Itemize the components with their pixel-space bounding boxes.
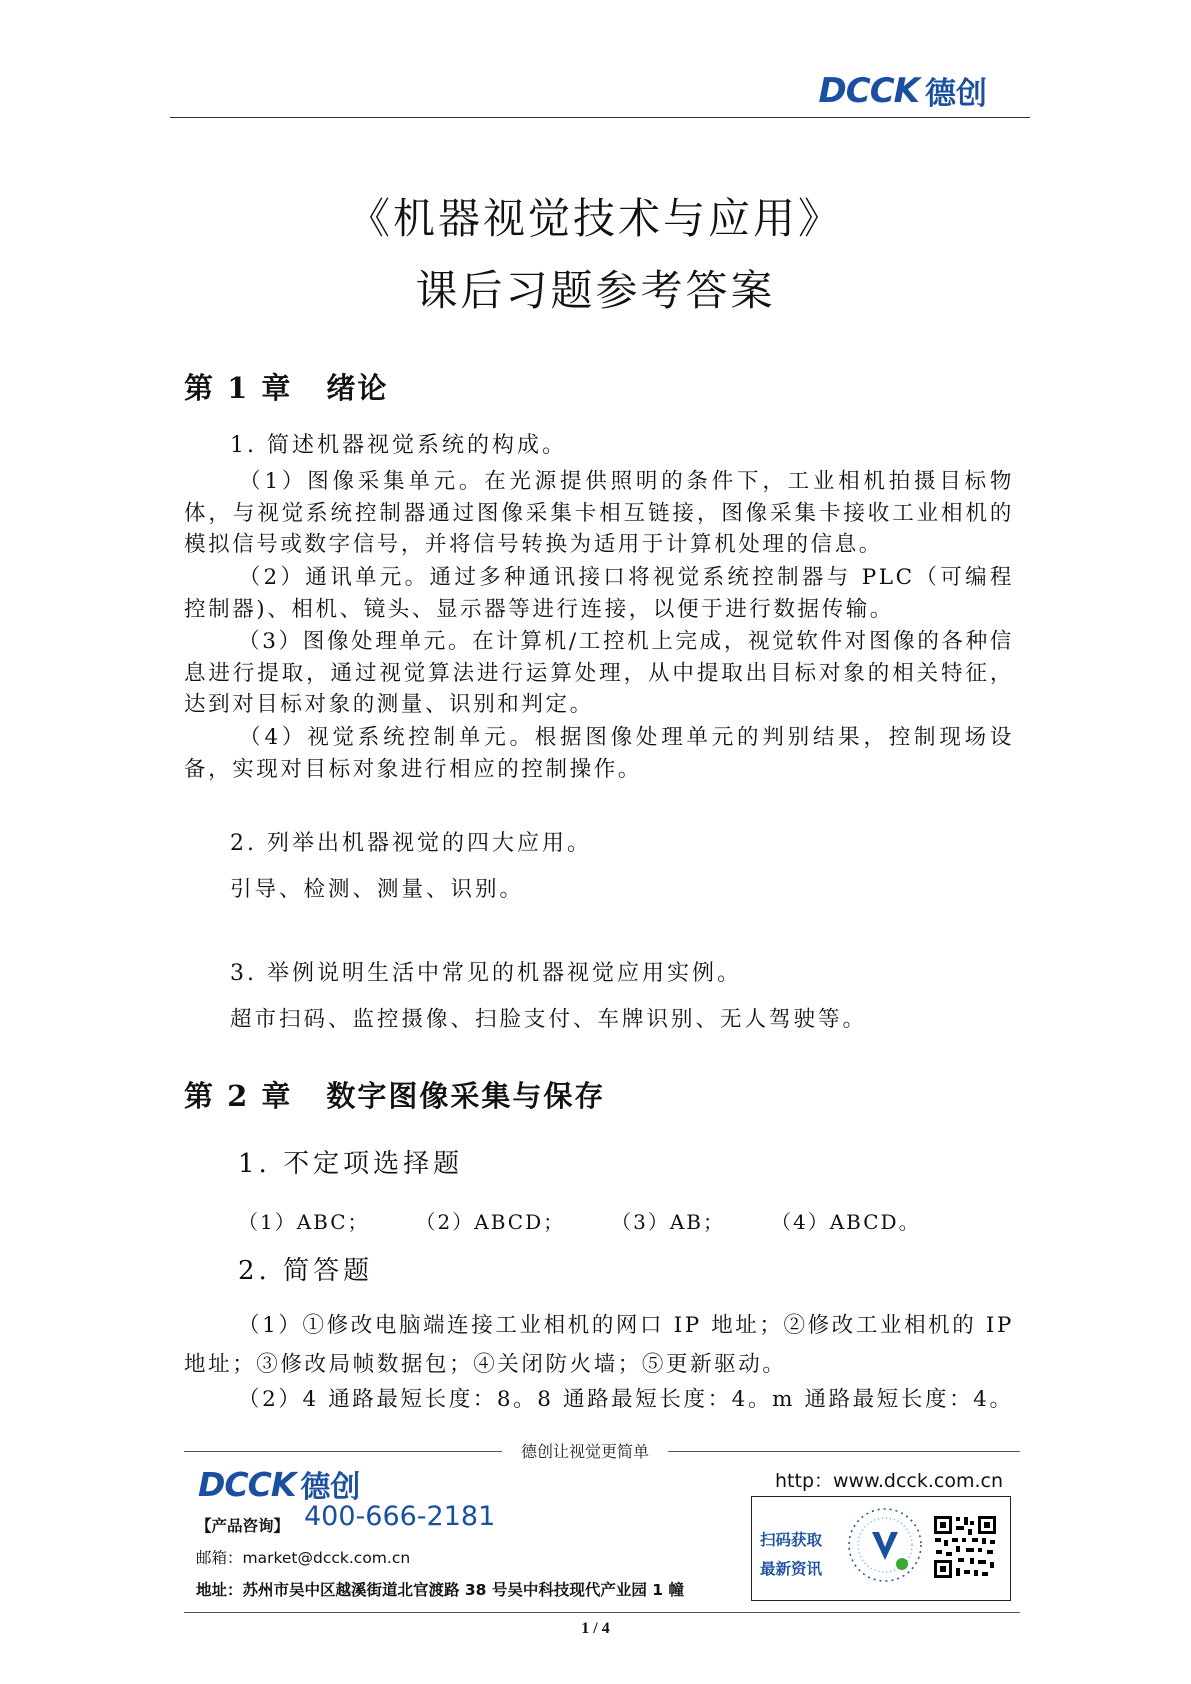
chapter-name: 数字图像采集与保存: [326, 1079, 606, 1113]
choice-answers: [238, 1206, 921, 1235]
chapter-number: 第 2 章: [184, 1079, 293, 1113]
chapter-1-heading: [184, 366, 388, 407]
choice-answer: （3）AB；: [611, 1210, 725, 1234]
question-1: 1. 简述机器视觉系统的构成。: [230, 433, 567, 458]
answer-paragraph-4: （4）视觉系统控制单元。根据图像处理单元的判别结果，控制现场设备，实现对目标对象进行相应的控制操作。: [184, 725, 1014, 782]
answer-3: 超市扫码、监控摄像、扫脸支付、车牌识别、无人驾驶等。: [230, 1007, 868, 1032]
doc-title: 《机器视觉技术与应用》: [347, 194, 843, 243]
logo-text: DCCK: [198, 1464, 296, 1504]
footer-slogan: 德创让视觉更简单: [520, 1442, 649, 1461]
dcck-badge-icon: [846, 1506, 924, 1584]
answer-2: 引导、检测、测量、识别。: [230, 877, 525, 902]
email: 邮箱：market@dcck.com.cn: [196, 1549, 411, 1567]
chapter-2-heading: [184, 1074, 605, 1115]
doc-subtitle: 课后习题参考答案: [415, 266, 776, 315]
footer-divider-right: [668, 1451, 1020, 1452]
scan-prompt: 扫码获取 最新资讯: [760, 1531, 823, 1578]
website-url: http：www.dcck.com.cn: [775, 1470, 1004, 1492]
footer-divider-left: [184, 1451, 502, 1452]
footer-logo: [198, 1462, 360, 1506]
choice-answer: （1）ABC；: [238, 1210, 370, 1234]
choice-answer: （2）ABCD；: [415, 1210, 566, 1234]
footer-bottom-divider: [184, 1612, 1020, 1613]
qr-code-icon: [932, 1514, 998, 1580]
header-logo: [819, 68, 987, 113]
logo-chinese: 德创: [925, 76, 987, 112]
question-multiple-choice: 1. 不定项选择题: [238, 1149, 464, 1179]
question-short-answer: 2. 简答题: [238, 1256, 374, 1286]
address: 地址：苏州市吴中区越溪街道北官渡路 38 号吴中科技现代产业园 1 幢: [196, 1581, 684, 1599]
question-3: 3. 举例说明生活中常见的机器视觉应用实例。: [230, 961, 742, 986]
short-answer-1: （1）①修改电脑端连接工业相机的网口 IP 地址；②修改工业相机的 IP 地址；③修改局帧数据包；④关闭防火墙；⑤更新驱动。: [184, 1313, 1014, 1377]
chapter-number: 第 1 章: [184, 371, 293, 405]
phone-label: 【产品咨询】: [196, 1517, 290, 1535]
short-answer-2: （2）4 通路最短长度：8。8 通路最短长度：4。m 通路最短长度：4。: [238, 1387, 1014, 1412]
question-2: 2. 列举出机器视觉的四大应用。: [230, 831, 592, 856]
header-divider: [170, 117, 1030, 118]
phone-number: 400-666-2181: [304, 1501, 496, 1532]
chapter-name: 绪论: [326, 371, 389, 405]
logo-text: DCCK: [818, 70, 919, 111]
choice-answer: （4）ABCD。: [771, 1210, 921, 1234]
answer-paragraph-3: （3）图像处理单元。在计算机/工控机上完成，视觉软件对图像的各种信息进行提取，通过视觉算法进行运算处理，从中提取出目标对象的相关特征，达到对目标对象的测量、识别和判定。: [184, 629, 1014, 717]
answer-paragraph-2: （2）通讯单元。通过多种通讯接口将视觉系统控制器与 PLC（可编程控制器)、相机、镜头、显示器等进行连接，以便于进行数据传输。: [184, 565, 1014, 622]
page-number: 1 / 4: [581, 1620, 610, 1637]
logo-chinese: 德创: [300, 1470, 361, 1505]
answer-paragraph-1: （1）图像采集单元。在光源提供照明的条件下，工业相机拍摄目标物体，与视觉系统控制器通过图像采集卡相互链接，图像采集卡接收工业相机的模拟信号或数字信号，并将信号转换为适用于计算机处理的信息。: [184, 469, 1014, 557]
